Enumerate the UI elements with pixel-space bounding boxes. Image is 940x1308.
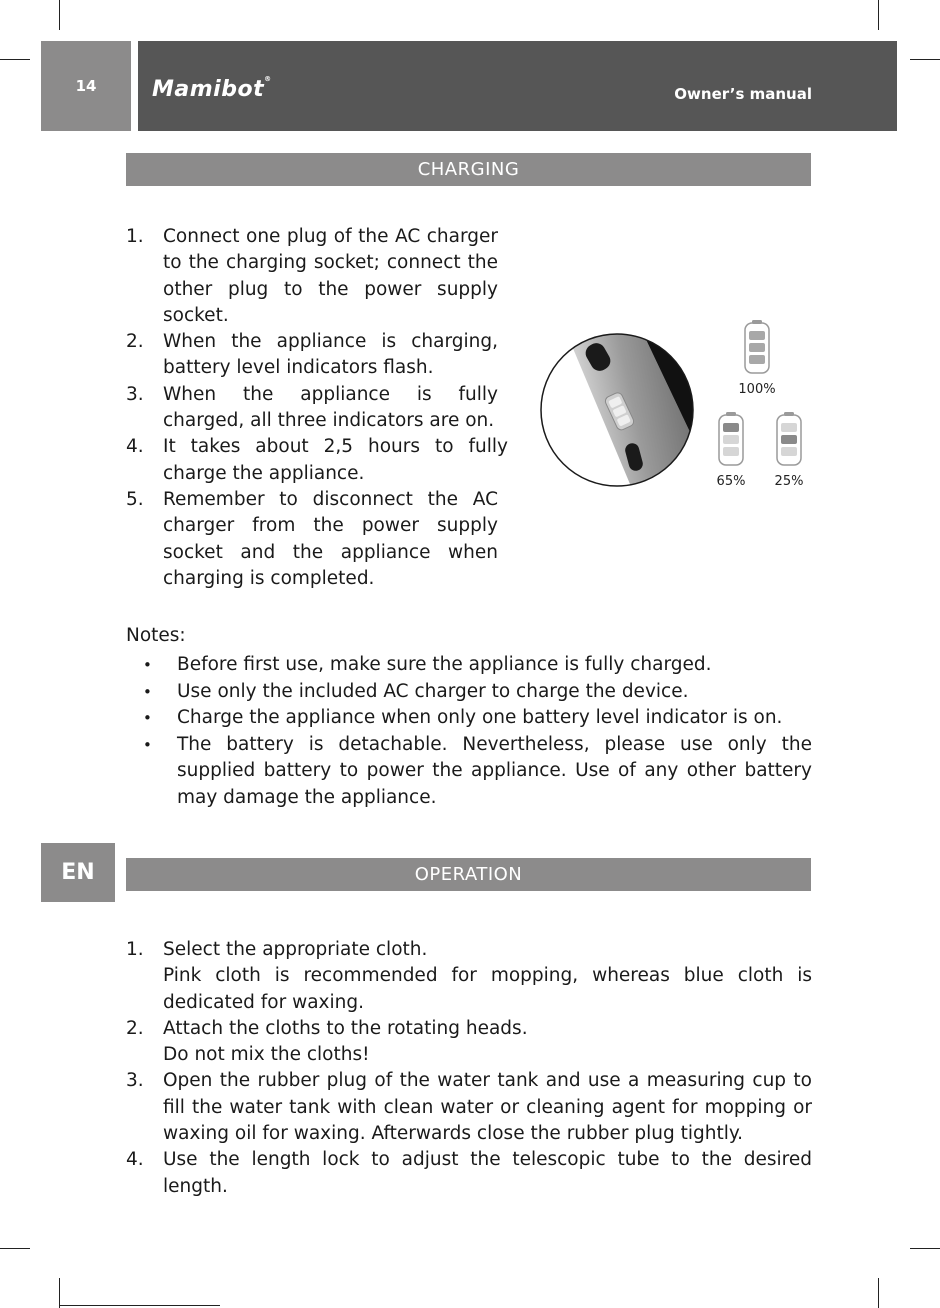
charging-steps-list [126,224,508,592]
list-item [126,1147,812,1200]
registered-mark: ® [264,75,272,83]
list-item [126,487,498,592]
bullet-icon: • [143,682,152,701]
bullet-icon: • [143,656,152,674]
crop-mark [59,0,60,30]
page-number: 14 [41,41,131,131]
step-text: When the appliance is fully charged, all three indicators are on. [163,383,498,432]
page-header [138,41,897,131]
note-text: The battery is detachable. Nevertheless, please use only the supplied battery to power the appliance. Use of any other battery may damage the appliance. [177,733,812,808]
level-label-25: 25% [774,474,804,489]
battery-segment [781,447,797,456]
battery-segment [749,343,765,352]
battery-segment [723,423,739,432]
step-text: Pink cloth is recommended for mopping, whereas blue cloth is dedicated for waxing. [163,965,812,1013]
step-text: It takes about 2,5 hours to fully charge the appliance. [163,436,508,484]
step-number: 2. [126,1017,144,1039]
note-text: Use only the included AC charger to charge the device. [177,680,689,702]
step-text: When the appliance is charging, battery level indicators flash. [163,331,498,379]
battery-25-icon [777,412,801,465]
step-text: Connect one plug of the AC charger to the charging socket; connect the other plug to the power supply socket. [163,226,498,326]
list-item [126,224,498,329]
battery-segment [749,355,765,364]
list-item [126,652,812,679]
brand-logo [152,77,272,102]
charging-section-title: CHARGING [126,153,811,186]
operation-steps-list [126,937,812,1200]
list-item [126,382,498,435]
manual-label: Owner’s manual [674,85,812,103]
list-item [126,1016,812,1069]
notes-list [126,652,812,811]
battery-segment [723,435,739,444]
list-item [126,937,812,1016]
notes-title: Notes: [126,625,186,646]
language-tab: EN [41,843,115,902]
crop-mark [910,1248,940,1249]
note-text: Charge the appliance when only one battery level indicator is on. [177,707,783,728]
crop-mark [878,0,879,30]
step-number: 3. [126,1070,144,1092]
list-item [126,329,498,382]
operation-section-title: OPERATION [126,858,811,891]
step-number: 4. [126,1149,144,1171]
step-text: Select the appropriate cloth. [163,939,428,960]
step-text: Remember to disconnect the AC charger from the power supply socket and the appliance when charging is completed. [163,488,498,589]
step-text: Attach the cloths to the rotating heads. [163,1017,528,1039]
bullet-icon: • [143,709,152,727]
step-number: 3. [126,383,144,405]
step-number: 2. [126,331,144,353]
battery-65-icon [719,412,743,465]
list-item [126,705,812,732]
step-number: 1. [126,226,144,247]
level-label-65: 65% [716,474,746,489]
battery-indicator-illustration [540,315,830,515]
crop-mark [878,1278,879,1308]
step-text: Use the length lock to adjust the telescopic tube to the desired length. [163,1149,812,1197]
list-item [126,434,508,487]
crop-mark [910,59,940,60]
list-item [126,1068,812,1147]
step-text: Do not mix the cloths! [163,1044,370,1066]
list-item [126,732,812,812]
step-text: Open the rubber plug of the water tank and use a measuring cup to fill the water tank with clean water or cleaning agent for mopping or waxing oil for waxing. Afterwards close the rubber plug tightly. [163,1070,812,1145]
battery-segment [749,331,765,340]
battery-indicator-drawing [540,315,830,515]
battery-full-icon [745,320,769,373]
step-number: 1. [126,939,144,960]
list-item [126,679,812,706]
crop-mark [60,1305,220,1306]
crop-mark [0,59,30,60]
step-number: 4. [126,436,144,458]
battery-segment [723,447,739,456]
brand-name: Mamibot [152,77,265,102]
battery-segment [781,423,797,432]
crop-mark [59,1278,60,1308]
note-text: Before first use, make sure the appliance is fully charged. [177,654,712,675]
bullet-icon: • [143,735,152,754]
crop-mark [0,1248,30,1249]
level-label-100: 100% [738,382,776,397]
battery-segment [781,435,797,444]
step-number: 5. [126,488,144,510]
